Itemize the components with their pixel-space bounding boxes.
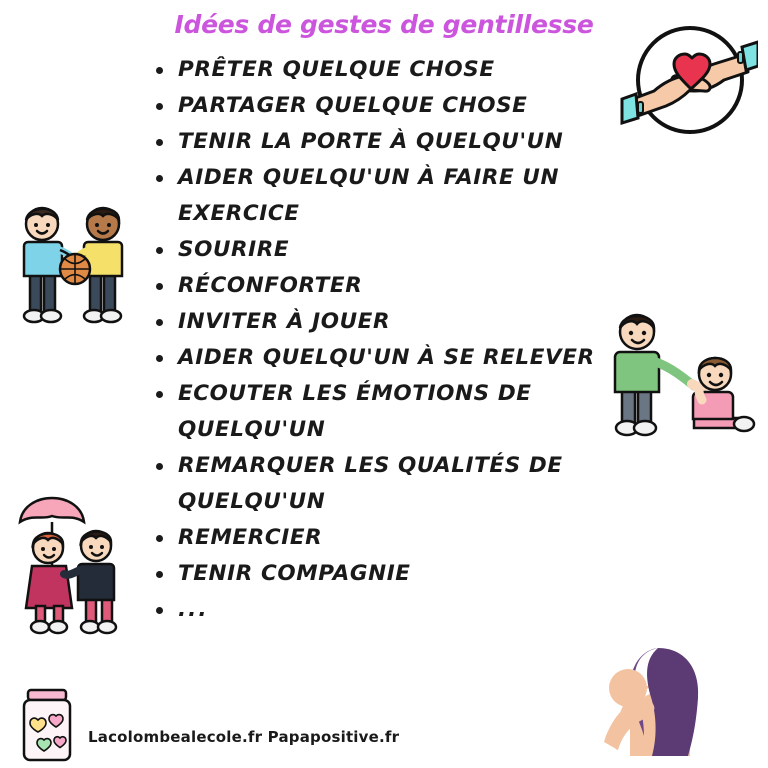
helping-up-illustration	[598, 306, 756, 452]
list-item: PRÊTER QUELQUE CHOSE	[150, 52, 620, 88]
hands-heart-illustration	[618, 22, 758, 140]
credits: Lacolombealecole.fr Papapositive.fr	[88, 728, 400, 746]
hug-illustration	[588, 630, 720, 756]
list-item: RÉCONFORTER	[150, 268, 620, 304]
list-item: AIDER QUELQU'UN À SE RELEVER	[150, 340, 620, 376]
list-item: REMARQUER LES QUALITÉS DE QUELQU'UN	[150, 448, 620, 520]
list-item: ...	[150, 592, 620, 628]
umbrella-kids-illustration	[10, 470, 146, 636]
kindness-list	[150, 52, 620, 628]
list-item: REMERCIER	[150, 520, 620, 556]
page-title: Idées de gestes de gentillesse	[174, 10, 594, 39]
list-item: SOURIRE	[150, 232, 620, 268]
list-item: ECOUTER LES ÉMOTIONS DE QUELQU'UN	[150, 376, 620, 448]
list-item: PARTAGER QUELQUE CHOSE	[150, 88, 620, 124]
list-item: AIDER QUELQU'UN À FAIRE UN EXERCICE	[150, 160, 620, 232]
list-item: TENIR COMPAGNIE	[150, 556, 620, 592]
list-item: TENIR LA PORTE À QUELQU'UN	[150, 124, 620, 160]
kindness-jar-illustration	[14, 686, 80, 764]
list-item: INVITER À JOUER	[150, 304, 620, 340]
kids-with-ball-illustration	[8, 196, 146, 330]
